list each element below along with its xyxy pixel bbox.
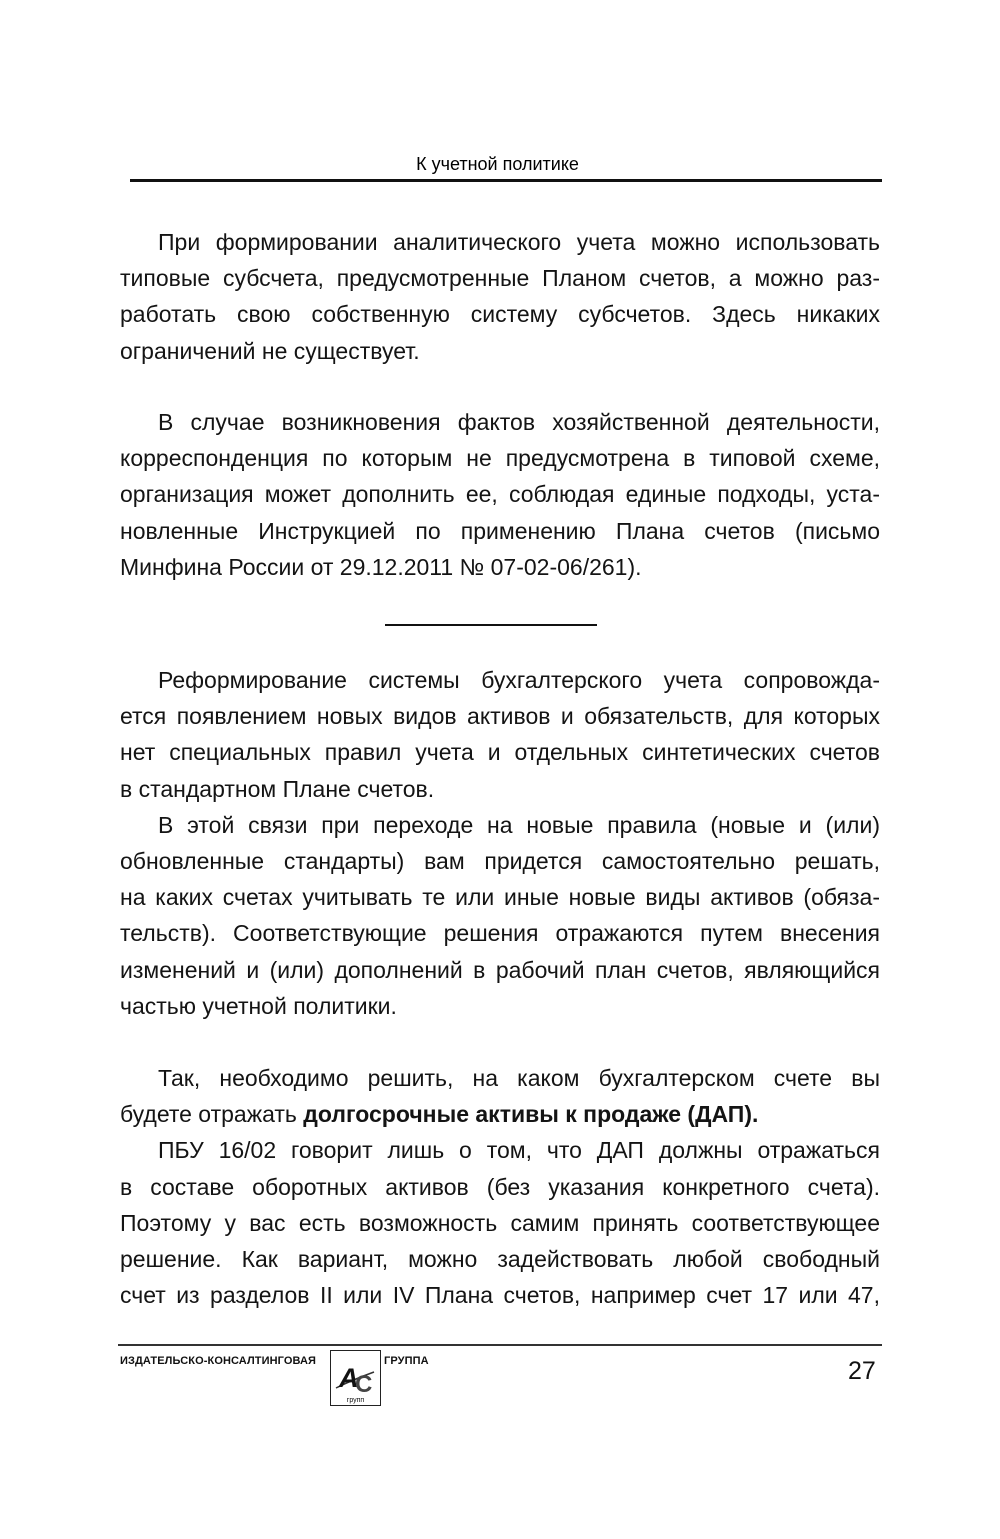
text-line: на каких счетах учитывать те или иные новые виды активов (обяза- <box>120 884 880 911</box>
text-line: работать свою собственную систему субсчетов. Здесь никаких <box>120 301 880 328</box>
text-line: нет специальных правил учета и отдельных синтетических счетов <box>120 739 880 766</box>
paragraph-6 <box>120 1132 880 1313</box>
text-line: в составе оборотных активов (без указания конкретного счета). <box>120 1173 880 1200</box>
text-line: изменений и (или) дополнений в рабочий план счетов, являющийся <box>120 956 880 983</box>
paragraph-2 <box>120 404 880 585</box>
text-line: обновленные стандарты) вам придется самостоятельно решать, <box>120 847 880 874</box>
footer-rule <box>118 1344 882 1346</box>
text-line: корреспонденция по которым не предусмотрена в типовой схеме, <box>120 445 880 472</box>
text-line: типовые субсчета, предусмотренные Планом счетов, а можно раз- <box>120 265 880 292</box>
publisher-name: ИЗДАТЕЛЬСКО-КОНСАЛТИНГОВАЯ <box>120 1355 317 1367</box>
logo-letter-a: А <box>339 1363 359 1393</box>
text-line: В случае возникновения фактов хозяйственной деятельности, <box>158 409 880 435</box>
logo-caption: групп <box>346 1397 365 1404</box>
publisher-group: ГРУППА <box>384 1355 429 1367</box>
text-line: в стандартном Плане счетов. <box>120 775 435 802</box>
paragraph-1 <box>120 224 880 369</box>
section-divider <box>385 624 597 626</box>
bold-term: долгосрочные активы к продаже (ДАП). <box>303 1101 759 1128</box>
text-line: тельств). Соответствующие решения отражаются путем внесения <box>120 920 880 947</box>
text-run: будете отражать <box>120 1101 304 1128</box>
paragraph-3 <box>120 662 880 807</box>
text-line: организация может дополнить ее, соблюдая единые подходы, уста- <box>120 481 880 508</box>
running-header: К учетной политике <box>416 154 579 174</box>
text-line: Так, необходимо решить, на каком бухгалтерском счете вы <box>158 1065 880 1091</box>
page-number: 27 <box>848 1357 876 1385</box>
text-line: новленные Инструкцией по применению Плана счетов (письмо <box>120 517 880 544</box>
logo-letter-c: С <box>355 1371 373 1398</box>
text-line: При формировании аналитического учета можно использовать <box>158 229 880 255</box>
text-line: ограничений не существует. <box>120 337 420 364</box>
header-rule <box>130 179 882 182</box>
text-line: В этой связи при переходе на новые правила (новые и (или) <box>158 811 880 838</box>
text-line: Минфина России от 29.12.2011 № 07-02-06/261). <box>120 553 642 580</box>
paragraph-4 <box>120 807 880 1024</box>
publisher-logo <box>330 1350 381 1406</box>
text-line: счет из разделов II или IV Плана счетов, например счет 17 или 47, <box>120 1282 880 1309</box>
text-line: ПБУ 16/02 говорит лишь о том, что ДАП должны отражаться <box>158 1137 880 1164</box>
text-line: решение. Как вариант, можно задействовать любой свободный <box>120 1245 880 1272</box>
text-line-emphasis <box>120 1096 880 1132</box>
paragraph-5 <box>120 1060 880 1132</box>
text-line: Реформирование системы бухгалтерского учета сопровожда- <box>158 667 880 693</box>
text-line: ется появлением новых видов активов и обязательств, для которых <box>120 703 880 730</box>
text-line: Поэтому у вас есть возможность самим принять соответствующее <box>120 1209 880 1236</box>
text-line: частью учетной политики. <box>120 992 397 1019</box>
